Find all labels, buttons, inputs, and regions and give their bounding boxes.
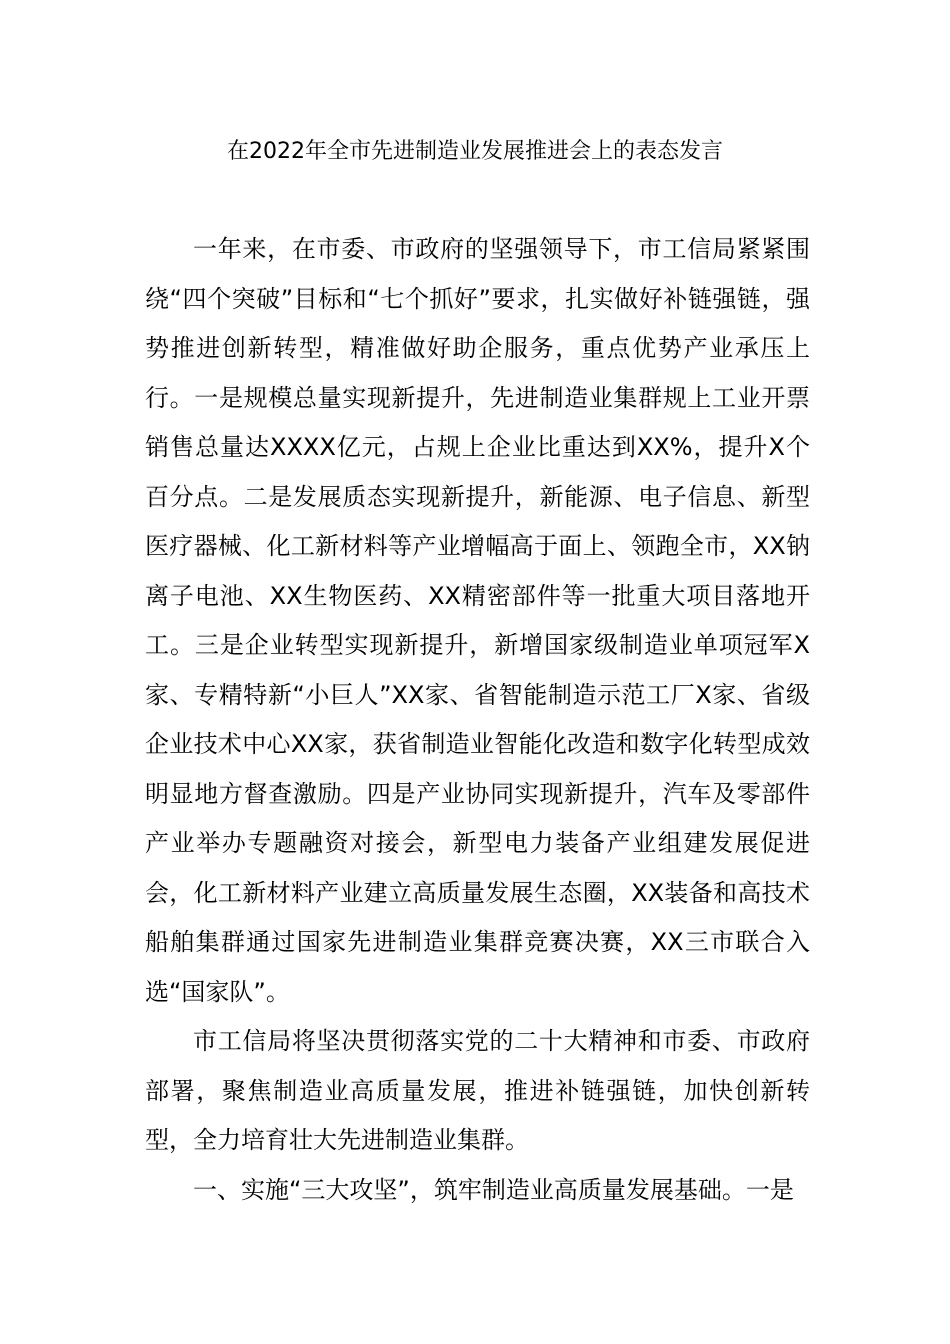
paragraph-section-one: 一、实施“三大攻坚”，筑牢制造业高质量发展基础。一是 [193, 1175, 794, 1204]
document-title: 在2022年全市先进制造业发展推进会上的表态发言 [227, 139, 723, 164]
paragraph-summary: 一年来，在市委、市政府的坚强领导下，市工信局紧紧围绕“四个突破”目标和“七个抓好”要求，扎实做好补链强链，强势推进创新转型，精准做好助企服务，重点优势产业承压上行。一是规模总量实现新提升，先进制造业集群规上工业开票销售总量达XXXX亿元，占规上企业比重达到XX%，提升X个百分点。二是发展质态实现新提升，新能源、电子信息、新型医疗器械、化工新材料等产业增幅高于面上、领跑全市，XX钠离子电池、XX生物医药、XX精密部件等一批重大项目落地开工。三是企业转型实现新提升，新增国家级制造业单项冠军X家、专精特新“小巨人”XX家、省智能制造示范工厂X家、省级企业技术中心XX家，获省制造业智能化改造和数字化转型成效明显地方督查激励。四是产业协同实现新提升，汽车及零部件产业举办专题融资对接会，新型电力装备产业组建发展促进会，化工新材料产业建立高质量发展生态圈，XX装备和高技术船舶集群通过国家先进制造业集群竞赛决赛，XX三市联合入选“国家队”。 [145, 235, 810, 1006]
document-body [145, 225, 810, 1215]
paragraph-commitment: 市工信局将坚决贯彻落实党的二十大精神和市委、市政府部署，聚焦制造业高质量发展，推进补链强链，加快创新转型，全力培育壮大先进制造业集群。 [145, 1027, 810, 1154]
